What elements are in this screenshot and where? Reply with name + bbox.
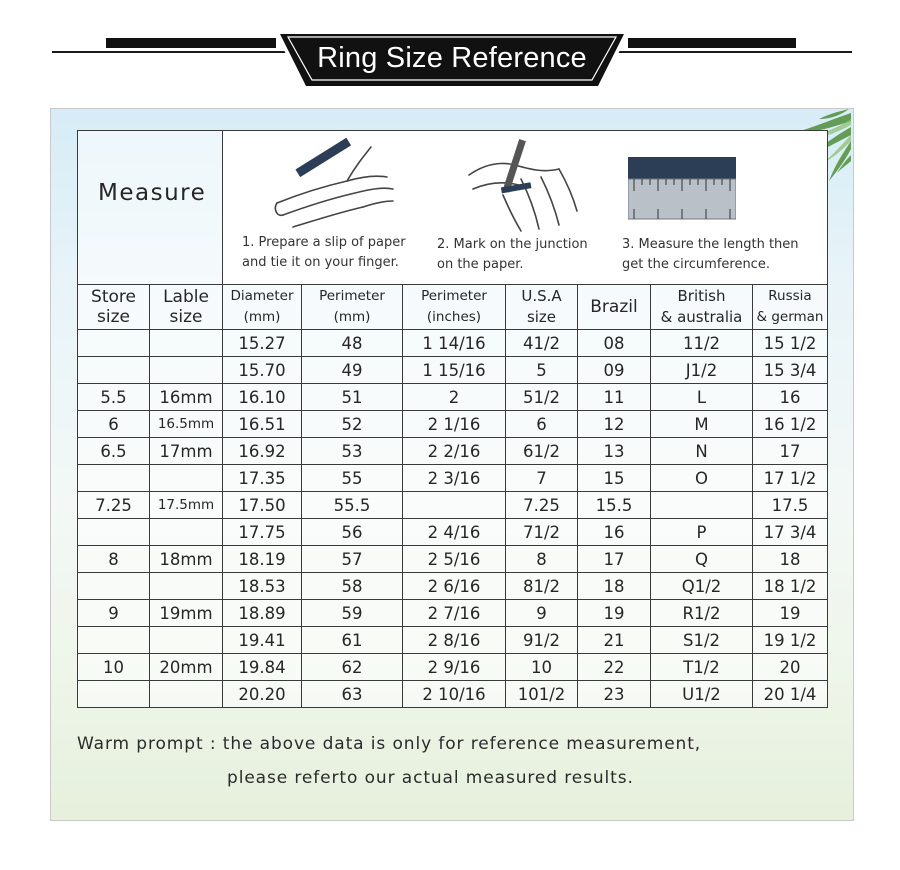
cell-perimeter-inches: 2 3/16: [403, 465, 506, 492]
table-row: [78, 654, 828, 681]
step-1-text: 1. Prepare a slip of paper and tie it on your finger.: [242, 235, 406, 270]
cell-lable-size: [150, 330, 223, 357]
cell-usa-size: 10: [506, 654, 578, 681]
table-row: [78, 384, 828, 411]
cell-brazil: 21: [578, 627, 651, 654]
cell-store-size: [78, 330, 150, 357]
cell-brazil: 19: [578, 600, 651, 627]
cell-diameter: 17.75: [223, 519, 302, 546]
cell-perimeter-mm: 55: [302, 465, 403, 492]
cell-diameter: 19.84: [223, 654, 302, 681]
cell-russia: 18 1/2: [753, 573, 828, 600]
warm-prompt-line-2: please referto our actual measured results.: [227, 768, 634, 788]
cell-lable-size: 19mm: [150, 600, 223, 627]
cell-usa-size: 6: [506, 411, 578, 438]
step-2-text: 2. Mark on the junction on the paper.: [437, 237, 588, 272]
cell-usa-size: 71/2: [506, 519, 578, 546]
cell-perimeter-mm: 57: [302, 546, 403, 573]
cell-lable-size: [150, 573, 223, 600]
cell-store-size: [78, 681, 150, 708]
cell-lable-size: [150, 627, 223, 654]
cell-lable-size: [150, 465, 223, 492]
cell-store-size: [78, 573, 150, 600]
cell-perimeter-mm: 53: [302, 438, 403, 465]
cell-brazil: 09: [578, 357, 651, 384]
cell-brazil: 15: [578, 465, 651, 492]
cell-usa-size: 7.25: [506, 492, 578, 519]
cell-lable-size: [150, 357, 223, 384]
cell-russia: 16: [753, 384, 828, 411]
table-row: [78, 600, 828, 627]
table-row: [78, 573, 828, 600]
cell-brazil: 13: [578, 438, 651, 465]
warm-prompt-line-1: Warm prompt : the above data is only for reference measurement,: [77, 734, 702, 754]
cell-russia: 15 3/4: [753, 357, 828, 384]
cell-diameter: 17.35: [223, 465, 302, 492]
cell-lable-size: 20mm: [150, 654, 223, 681]
cell-perimeter-mm: 49: [302, 357, 403, 384]
cell-diameter: 15.27: [223, 330, 302, 357]
cell-british: O: [651, 465, 753, 492]
cell-russia: 17 1/2: [753, 465, 828, 492]
step-3-text: 3. Measure the length then get the circumference.: [622, 237, 799, 272]
col-usa-size: U.S.A size: [506, 285, 578, 330]
table-row: [78, 357, 828, 384]
cell-usa-size: 81/2: [506, 573, 578, 600]
cell-brazil: 17: [578, 546, 651, 573]
cell-lable-size: 18mm: [150, 546, 223, 573]
col-russia-german: Russia & german: [753, 285, 828, 330]
cell-perimeter-mm: 63: [302, 681, 403, 708]
cell-store-size: 7.25: [78, 492, 150, 519]
cell-brazil: 08: [578, 330, 651, 357]
cell-british: J1/2: [651, 357, 753, 384]
table-row: [78, 465, 828, 492]
cell-diameter: 18.89: [223, 600, 302, 627]
cell-perimeter-mm: 51: [302, 384, 403, 411]
cell-usa-size: 101/2: [506, 681, 578, 708]
table-row: [78, 330, 828, 357]
cell-usa-size: 9: [506, 600, 578, 627]
col-store-size: Store size: [78, 285, 150, 330]
cell-russia: 20 1/4: [753, 681, 828, 708]
cell-russia: 17 3/4: [753, 519, 828, 546]
cell-brazil: 15.5: [578, 492, 651, 519]
cell-british: 11/2: [651, 330, 753, 357]
cell-russia: 17.5: [753, 492, 828, 519]
table-row: [78, 492, 828, 519]
cell-perimeter-mm: 62: [302, 654, 403, 681]
cell-british: L: [651, 384, 753, 411]
cell-store-size: 6: [78, 411, 150, 438]
cell-diameter: 16.92: [223, 438, 302, 465]
cell-perimeter-inches: 2 9/16: [403, 654, 506, 681]
cell-usa-size: 41/2: [506, 330, 578, 357]
cell-perimeter-mm: 48: [302, 330, 403, 357]
cell-store-size: 6.5: [78, 438, 150, 465]
col-british-australia: British & australia: [651, 285, 753, 330]
cell-lable-size: 16mm: [150, 384, 223, 411]
cell-perimeter-inches: 2: [403, 384, 506, 411]
cell-perimeter-inches: 2 1/16: [403, 411, 506, 438]
cell-perimeter-inches: 2 7/16: [403, 600, 506, 627]
table-row: [78, 411, 828, 438]
cell-perimeter-inches: 2 4/16: [403, 519, 506, 546]
cell-british: R1/2: [651, 600, 753, 627]
cell-perimeter-inches: 2 5/16: [403, 546, 506, 573]
cell-perimeter-inches: 1 15/16: [403, 357, 506, 384]
col-perimeter-mm: Perimeter (mm): [302, 285, 403, 330]
header-bar-right: [628, 38, 796, 48]
cell-store-size: 10: [78, 654, 150, 681]
cell-perimeter-mm: 55.5: [302, 492, 403, 519]
cell-perimeter-inches: 2 8/16: [403, 627, 506, 654]
cell-store-size: [78, 357, 150, 384]
cell-lable-size: [150, 681, 223, 708]
cell-british: U1/2: [651, 681, 753, 708]
measure-label: Measure: [78, 131, 223, 285]
cell-diameter: 17.50: [223, 492, 302, 519]
cell-perimeter-mm: 56: [302, 519, 403, 546]
table-row: [78, 519, 828, 546]
cell-store-size: [78, 465, 150, 492]
cell-british: Q1/2: [651, 573, 753, 600]
cell-brazil: 18: [578, 573, 651, 600]
page-title: Ring Size Reference: [317, 41, 587, 74]
cell-store-size: 9: [78, 600, 150, 627]
col-perimeter-inches: Perimeter (inches): [403, 285, 506, 330]
col-lable-size: Lable size: [150, 285, 223, 330]
cell-russia: 19: [753, 600, 828, 627]
cell-british: [651, 492, 753, 519]
cell-british: N: [651, 438, 753, 465]
cell-usa-size: 8: [506, 546, 578, 573]
cell-diameter: 18.53: [223, 573, 302, 600]
cell-perimeter-inches: [403, 492, 506, 519]
table-row: [78, 546, 828, 573]
cell-perimeter-mm: 52: [302, 411, 403, 438]
cell-british: Q: [651, 546, 753, 573]
cell-diameter: 20.20: [223, 681, 302, 708]
cell-perimeter-mm: 59: [302, 600, 403, 627]
cell-perimeter-inches: 2 2/16: [403, 438, 506, 465]
cell-store-size: 8: [78, 546, 150, 573]
cell-british: T1/2: [651, 654, 753, 681]
cell-russia: 17: [753, 438, 828, 465]
col-diameter: Diameter (mm): [223, 285, 302, 330]
cell-brazil: 16: [578, 519, 651, 546]
ruler-icon: [628, 157, 736, 221]
ring-size-table: [77, 130, 828, 708]
measure-illustration: [223, 131, 828, 285]
table-row: [78, 438, 828, 465]
cell-lable-size: 17mm: [150, 438, 223, 465]
cell-brazil: 23: [578, 681, 651, 708]
cell-russia: 20: [753, 654, 828, 681]
cell-brazil: 22: [578, 654, 651, 681]
cell-russia: 19 1/2: [753, 627, 828, 654]
cell-diameter: 15.70: [223, 357, 302, 384]
cell-diameter: 18.19: [223, 546, 302, 573]
cell-usa-size: 5: [506, 357, 578, 384]
table-header-row: [78, 285, 828, 330]
cell-lable-size: 17.5mm: [150, 492, 223, 519]
hand-with-paper-icon: [263, 137, 399, 235]
cell-brazil: 11: [578, 384, 651, 411]
cell-british: M: [651, 411, 753, 438]
cell-usa-size: 7: [506, 465, 578, 492]
cell-british: P: [651, 519, 753, 546]
cell-perimeter-inches: 1 14/16: [403, 330, 506, 357]
col-brazil: Brazil: [578, 285, 651, 330]
cell-russia: 15 1/2: [753, 330, 828, 357]
cell-usa-size: 61/2: [506, 438, 578, 465]
cell-diameter: 16.51: [223, 411, 302, 438]
header-bar-left: [106, 38, 276, 48]
cell-perimeter-inches: 2 10/16: [403, 681, 506, 708]
cell-brazil: 12: [578, 411, 651, 438]
hand-with-pen-icon: [463, 135, 583, 235]
table-row: [78, 681, 828, 708]
cell-russia: 16 1/2: [753, 411, 828, 438]
cell-british: S1/2: [651, 627, 753, 654]
cell-diameter: 16.10: [223, 384, 302, 411]
cell-usa-size: 91/2: [506, 627, 578, 654]
cell-usa-size: 51/2: [506, 384, 578, 411]
cell-perimeter-inches: 2 6/16: [403, 573, 506, 600]
cell-perimeter-mm: 61: [302, 627, 403, 654]
cell-lable-size: 16.5mm: [150, 411, 223, 438]
cell-store-size: [78, 519, 150, 546]
cell-diameter: 19.41: [223, 627, 302, 654]
cell-lable-size: [150, 519, 223, 546]
cell-perimeter-mm: 58: [302, 573, 403, 600]
table-row: [78, 627, 828, 654]
cell-store-size: 5.5: [78, 384, 150, 411]
cell-store-size: [78, 627, 150, 654]
cell-russia: 18: [753, 546, 828, 573]
